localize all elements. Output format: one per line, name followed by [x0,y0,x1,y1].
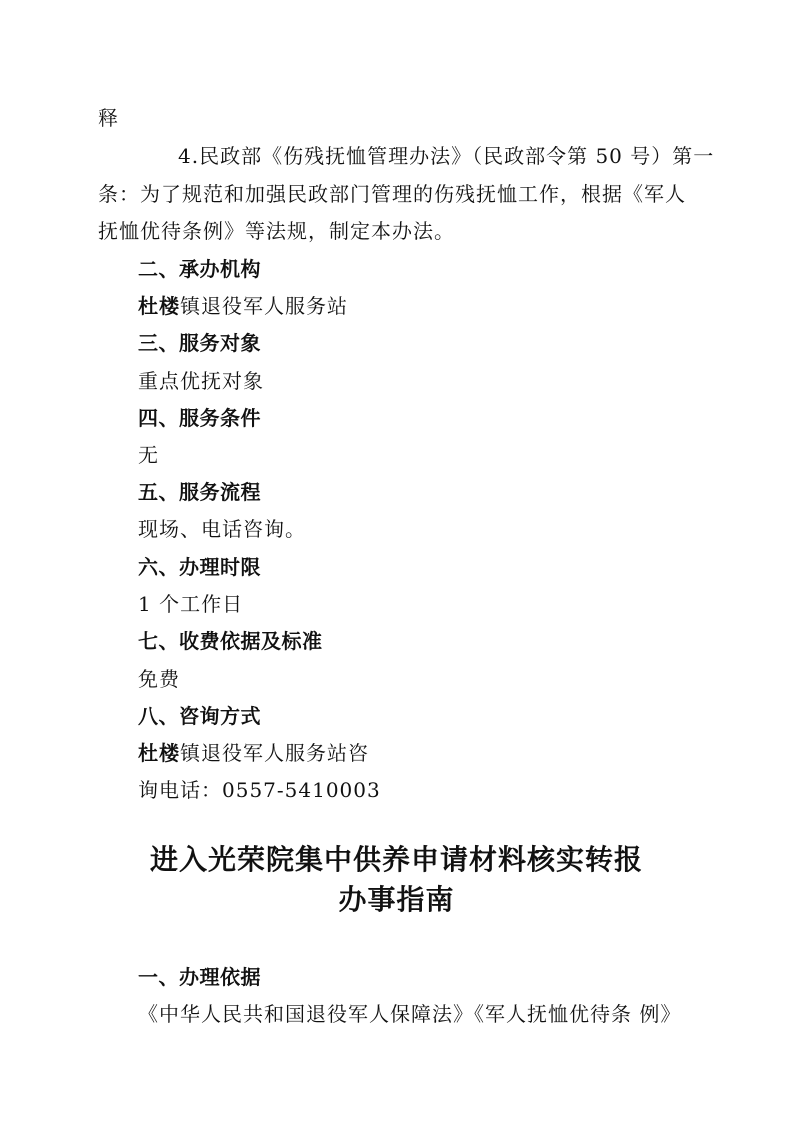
intro-paragraph-line-2: 条：为了规范和加强民政部门管理的伤残抚恤工作，根据《军人 [98,182,686,206]
section-4-heading: 四、服务条件 [138,406,261,430]
top-fragment-text: 释 [98,106,119,130]
section-8-heading: 八、咨询方式 [138,704,261,728]
section-5-body: 现场、电话咨询。 [138,517,306,541]
next-document-title-line-2: 办事指南 [338,883,455,916]
section-8-line-2: 询电话：0557-5410003 [138,778,381,802]
next-document-title-line-1: 进入光荣院集中供养申请材料核实转报 [149,843,643,876]
section-5-heading: 五、服务流程 [138,480,261,504]
next-document-section-1-body: 《中华人民共和国退役军人保障法》《军人抚恤优待条 例》 [138,1002,682,1026]
section-2-heading: 二、承办机构 [138,257,261,281]
section-2-body-rest: 镇退役军人服务站 [180,294,348,318]
section-3-body: 重点优抚对象 [138,369,264,393]
section-7-body: 免费 [138,667,180,691]
section-2-body [138,292,348,320]
intro-paragraph-line-3: 抚恤优待条例》等法规，制定本办法。 [98,219,455,243]
next-document-section-1-heading: 一、办理依据 [138,965,261,989]
section-7-heading: 七、收费依据及标准 [138,629,323,653]
section-8-line-1 [138,739,369,767]
section-2-body-bold: 杜楼 [138,294,180,318]
section-4-body: 无 [138,443,159,467]
section-8-line-1-rest: 镇退役军人服务站咨 [180,741,369,765]
section-3-heading: 三、服务对象 [138,331,261,355]
intro-paragraph-line-1: 4.民政部《伤残抚恤管理办法》（民政部令第 50 号）第一 [178,144,715,168]
section-8-line-1-bold: 杜楼 [138,741,180,765]
section-6-body: 1 个工作日 [138,592,244,616]
section-6-heading: 六、办理时限 [138,555,261,579]
